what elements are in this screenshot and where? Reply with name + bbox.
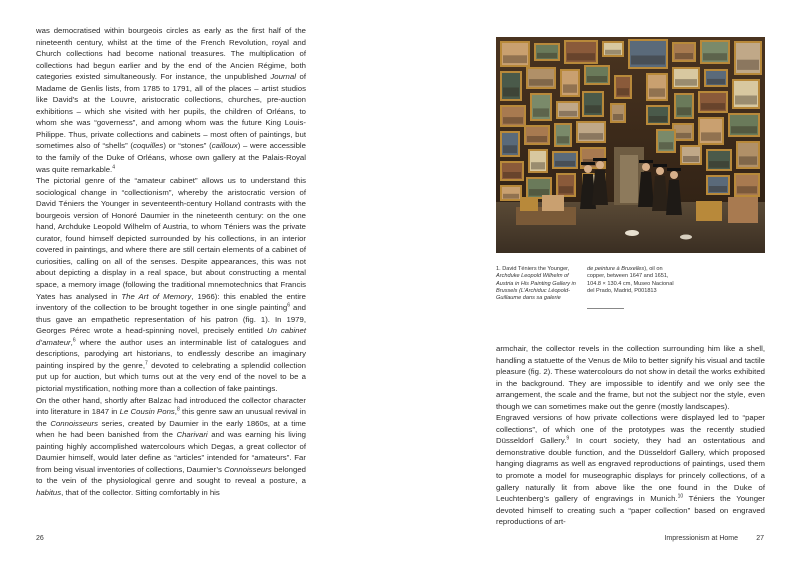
picture-shade bbox=[709, 161, 729, 168]
italic-text: Un cabinet d’amateur bbox=[36, 326, 306, 347]
figure-caption-part1 bbox=[496, 266, 578, 302]
paragraph bbox=[36, 395, 306, 499]
caption-rule bbox=[587, 308, 624, 309]
paragraph bbox=[496, 412, 765, 527]
picture-shade bbox=[617, 88, 629, 95]
picture-shade bbox=[675, 133, 691, 138]
picture-shade bbox=[533, 108, 549, 116]
picture-shade bbox=[559, 111, 577, 116]
figure-head bbox=[670, 171, 678, 179]
picture-shade bbox=[559, 186, 573, 193]
picture-shade bbox=[587, 76, 607, 82]
italic-text: Charivari bbox=[176, 430, 208, 440]
left-body-text bbox=[36, 25, 306, 498]
text-run: Téniers the Younger devoted himself to creating such a “paper collection” based on engraved reproductions of art- bbox=[496, 494, 765, 527]
figure-head bbox=[656, 167, 664, 175]
text-run: The pictorial genre of the “amateur cabinet” allows us to understand this sociological change in “collectionism”, whereby the aristocratic version of David Téniers the Younger in seventeenth-century Holland contrasts with the bourgeois version of Honoré Daumier in the nineteenth century: on the one hand, Archduke Leopold Wilhelm of Austria, to whom Téniers was the private curator, found himself depicted surrounded by his collections, in an interior covered in paintings, and where there are still certain elements of a cabinet of curiosities, calling on all of the senses. Despite appearances, this was not about depicting a display in a real space, but about constructing a mental space, a memory image (following the traditional mnemotechnics that Francis Yates has analysed in bbox=[36, 176, 306, 301]
text-run: where the author uses an interminable list of catalogues and descriptions, parodying art historians, to endlessly describe an imaginary painting inspired by the genre, bbox=[36, 337, 306, 370]
page-number-right: 27 bbox=[756, 535, 764, 542]
picture-shade bbox=[707, 79, 725, 84]
picture-shade bbox=[557, 136, 569, 143]
italic-text: de peinture à Bruxelles bbox=[587, 266, 645, 272]
right-page bbox=[400, 0, 800, 565]
italic-text: cailloux bbox=[211, 141, 238, 151]
text-run: 1. David Téniers the Younger, bbox=[496, 266, 570, 272]
picture-shade bbox=[737, 60, 759, 70]
right-body-text bbox=[496, 343, 765, 528]
doorway-light bbox=[620, 155, 638, 203]
floor-painting bbox=[542, 195, 564, 211]
text-run: was democratised within bourgeois circles as early as the first half of the nineteenth century, whilst at the time of the French Revolution, royal and Church collections had become national treasures. The multiplication of collections had begun earlier and by the end of the Ancien Régime, both categories existed simultaneously. For instance, the unpublished bbox=[36, 26, 306, 82]
footnote-ref: 9 bbox=[566, 435, 570, 442]
picture-shade bbox=[709, 186, 727, 192]
text-run: On the other hand, shortly after Balzac had introduced the collector character into literature in 1847 in bbox=[36, 395, 306, 417]
text-run: and thus gave an empathetic representation of his patron (fig. 1). In 1979, Georges Pérec wrote a head-spinning novel, precisely entitled bbox=[36, 303, 306, 336]
picture-shade bbox=[563, 84, 577, 92]
running-title: Impressionism at Home bbox=[664, 535, 738, 542]
footnote-ref: 10 bbox=[677, 493, 684, 500]
picture-shade bbox=[659, 142, 673, 149]
italic-text: Connoisseurs bbox=[50, 418, 98, 428]
text-run: , bbox=[174, 407, 177, 417]
picture-shade bbox=[683, 156, 699, 162]
picture-shade bbox=[585, 105, 601, 113]
text-run: ), oil on copper, between 1647 and 1651, 104.8 × 130.4 cm, Museo Nacional del Prado, Madrid, P001813 bbox=[587, 266, 674, 294]
text-run: devoted to celebrating a splendid collection put up for auction, but which turns out at the very end of the novel to be a pictorial mystification, nothing more than a collection of fake paintings. bbox=[36, 360, 306, 393]
figure-caption-part2 bbox=[587, 266, 682, 295]
picture-shade bbox=[613, 114, 623, 120]
text-run: series, created by Daumier in the early 1860s, at a time when he had been banished from the bbox=[36, 418, 306, 440]
floor-painting bbox=[728, 197, 758, 223]
picture-shade bbox=[703, 53, 727, 60]
text-run: , that of the collector. Sitting comfortably in his bbox=[61, 487, 220, 497]
floor-painting bbox=[696, 201, 722, 221]
figure-head bbox=[596, 161, 604, 169]
italic-text: Archduke Leopold Wilhelm of Austria in His Painting Gallery in Brussels (L’Archiduc Léopold-Guillaume dans sa galerie bbox=[496, 273, 576, 302]
dog bbox=[625, 230, 639, 236]
picture-shade bbox=[731, 126, 757, 133]
picture-shade bbox=[503, 55, 527, 63]
picture-shade bbox=[567, 53, 595, 60]
picture-shade bbox=[677, 107, 691, 115]
paragraph bbox=[496, 343, 765, 412]
footnote-ref: 6 bbox=[287, 302, 291, 309]
picture-shade bbox=[503, 194, 519, 199]
picture-shade bbox=[555, 161, 575, 166]
figure-hat bbox=[667, 168, 681, 171]
italic-text: habitus bbox=[36, 487, 62, 497]
picture-shade bbox=[675, 79, 697, 86]
floor-painting bbox=[520, 197, 538, 211]
text-run: , bbox=[70, 337, 73, 347]
figure-head bbox=[584, 165, 592, 173]
italic-text: Le Cousin Pons bbox=[119, 407, 175, 417]
picture-shade bbox=[649, 88, 665, 96]
painting-image bbox=[496, 37, 765, 253]
picture-shade bbox=[701, 132, 721, 140]
paragraph bbox=[36, 25, 306, 175]
figure-painting-archduke-gallery bbox=[496, 37, 765, 253]
italic-text: The Art of Memory bbox=[121, 291, 192, 301]
picture-shade bbox=[735, 96, 757, 105]
italic-text: Connoisseurs bbox=[224, 464, 272, 474]
text-run: of Madame de Genlis lists, from 1785 to 1791, all of the places – artist studios like David’s at the Louvre, aristocratic collections, churches, pre-auction exhibitions – which she visited with her pupils, the children of Orléans, to whom she was “governess”, and among whom was the future King Louis-Philippe. Thus, private collections and cabinets – most often of paintings, but sometimes also of “shells” ( bbox=[36, 72, 306, 151]
text-run: this genre saw an unusual revival in the bbox=[36, 407, 306, 428]
figure-hat bbox=[639, 160, 653, 163]
text-run: In court society, they had an ostentatious and demonstrative double function, and the Düsseldorf Gallery, which proposed hanging diagrams as well as engraved reproductions of paintings, used them to promote a model for museographic displays for princely collections, of a gallery naturally lit from above like the one found in the Duke of Leuchtenberg’s gallery of engravings in Munich. bbox=[496, 436, 765, 504]
paragraph bbox=[36, 175, 306, 394]
dog bbox=[680, 235, 692, 240]
picture-shade bbox=[503, 172, 521, 178]
text-run: ) – were accessible to the family of the Duke of Orléans, whose own gallery at the Palais-Royal was quite remarkable. bbox=[36, 141, 306, 174]
text-run: , 1966): this enabled the entire inventory of the collection to be brought together in one single painting bbox=[36, 291, 306, 313]
picture-shade bbox=[537, 53, 557, 58]
figure-hat bbox=[653, 164, 667, 167]
picture-shade bbox=[701, 103, 725, 110]
picture-shade bbox=[503, 88, 519, 97]
picture-shade bbox=[529, 79, 553, 86]
text-run: armchair, the collector revels in the collection surrounding him like a shell, handling a statuette of the Venus de Milo to better signify his visual and tactile pleasure (fig. 2). These watercolours do not show in detail the works exhibited in the background. They are impossible to identify and we only see the arrangement, the scale and the frame, but not the subject nor the style, even though we can sometimes make out the genre (mostly landscapes). bbox=[496, 344, 765, 411]
picture-shade bbox=[739, 156, 757, 164]
italic-text: Journal bbox=[270, 72, 296, 82]
figure-hat bbox=[581, 162, 595, 165]
text-run: belonged to the vein of the physiological genre and sought to reveal a posture, a bbox=[36, 464, 307, 486]
picture-shade bbox=[503, 145, 517, 153]
picture-shade bbox=[503, 117, 523, 124]
picture-shade bbox=[605, 50, 621, 55]
text-run: ) or “stones” ( bbox=[163, 141, 212, 151]
footnote-ref: 6 bbox=[72, 337, 76, 344]
footnote-ref: 8 bbox=[176, 406, 180, 413]
text-run: Engraved versions of how private collections were displayed led to “paper collections”, of which one of the prototypes was the recently studied Düsseldorf Gallery. bbox=[496, 413, 765, 446]
picture-shade bbox=[631, 56, 665, 65]
footnote-ref: 4 bbox=[112, 163, 116, 170]
figure-hat bbox=[593, 158, 607, 161]
picture-shade bbox=[579, 133, 603, 140]
text-run: and was earning his living painting highly accomplished watercolours which Degas, a great collector of Daumier himself, would later define as “articles” intended for “amateurs”. Far from being visual inventories of collections, Daumier’s bbox=[36, 430, 306, 474]
page-number-left: 26 bbox=[36, 535, 44, 542]
picture-shade bbox=[675, 53, 693, 59]
picture-shade bbox=[737, 186, 757, 193]
picture-shade bbox=[527, 136, 547, 142]
italic-text: coquilles bbox=[132, 141, 164, 151]
picture-shade bbox=[531, 162, 545, 169]
figure-head bbox=[642, 163, 650, 171]
footnote-ref: 7 bbox=[145, 360, 148, 367]
picture-shade bbox=[529, 189, 549, 196]
picture-shade bbox=[649, 116, 667, 122]
